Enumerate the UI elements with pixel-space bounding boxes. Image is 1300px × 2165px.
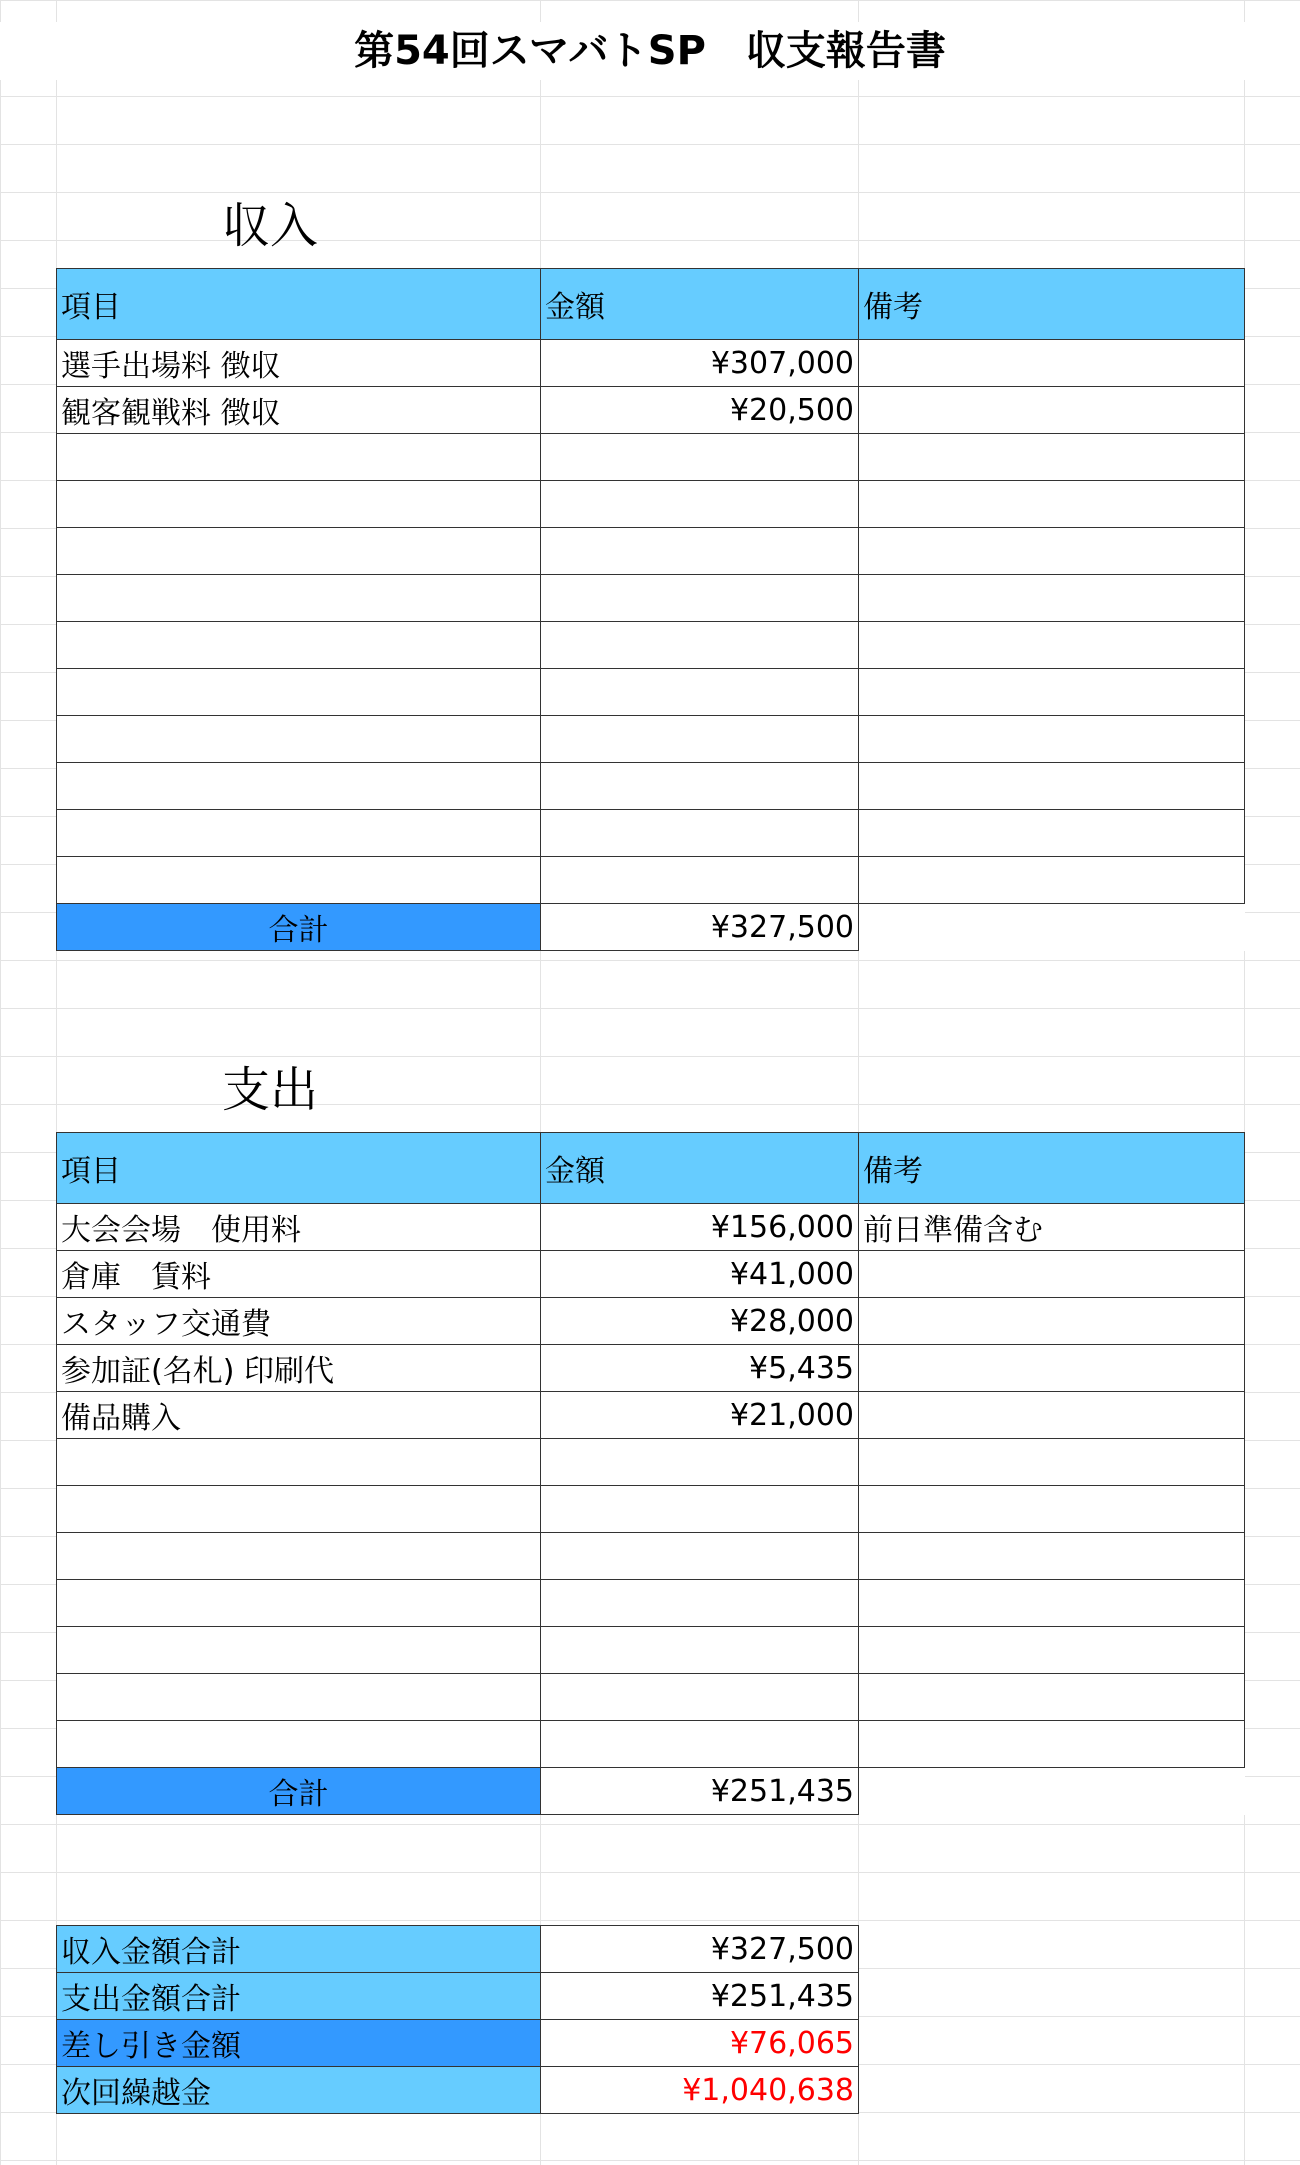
table-row	[57, 1486, 1245, 1533]
summary-row	[57, 2020, 859, 2067]
note-cell[interactable]	[859, 1580, 1245, 1627]
note-cell[interactable]	[859, 575, 1245, 622]
total-label: 合計	[57, 1768, 541, 1815]
table-row	[57, 1251, 1245, 1298]
note-cell[interactable]	[859, 622, 1245, 669]
note-cell[interactable]: 前日準備含む	[859, 1204, 1245, 1251]
note-cell[interactable]	[859, 387, 1245, 434]
amount-cell[interactable]: ¥41,000	[541, 1251, 859, 1298]
amount-cell[interactable]: ¥5,435	[541, 1345, 859, 1392]
note-cell[interactable]	[859, 669, 1245, 716]
column-header: 金額	[541, 269, 859, 340]
item-cell[interactable]: 観客観戦料 徴収	[57, 387, 541, 434]
table-row	[57, 387, 1245, 434]
item-cell[interactable]	[57, 716, 541, 763]
note-cell[interactable]	[859, 1486, 1245, 1533]
summary-value[interactable]: ¥1,040,638	[541, 2067, 859, 2114]
income-header-row	[57, 269, 1245, 340]
table-row	[57, 528, 1245, 575]
item-cell[interactable]: 参加証(名札) 印刷代	[57, 1345, 541, 1392]
table-row	[57, 1298, 1245, 1345]
item-cell[interactable]	[57, 857, 541, 904]
item-cell[interactable]	[57, 669, 541, 716]
note-cell[interactable]	[859, 1627, 1245, 1674]
summary-label: 次回繰越金	[57, 2067, 541, 2114]
income-table	[56, 268, 1245, 951]
note-cell[interactable]	[859, 810, 1245, 857]
note-cell[interactable]	[859, 1721, 1245, 1768]
table-row	[57, 1439, 1245, 1486]
amount-cell[interactable]	[541, 810, 859, 857]
amount-cell[interactable]	[541, 1439, 859, 1486]
summary-row	[57, 2067, 859, 2114]
column-header: 備考	[859, 1133, 1245, 1204]
item-cell[interactable]	[57, 622, 541, 669]
column-header: 金額	[541, 1133, 859, 1204]
note-cell[interactable]	[859, 1439, 1245, 1486]
item-cell[interactable]: 選手出場料 徴収	[57, 340, 541, 387]
table-row	[57, 1627, 1245, 1674]
amount-cell[interactable]	[541, 1674, 859, 1721]
empty-cell	[859, 904, 1245, 951]
table-row	[57, 810, 1245, 857]
amount-cell[interactable]: ¥307,000	[541, 340, 859, 387]
note-cell[interactable]	[859, 1251, 1245, 1298]
total-label: 合計	[57, 904, 541, 951]
amount-cell[interactable]	[541, 528, 859, 575]
amount-cell[interactable]: ¥28,000	[541, 1298, 859, 1345]
summary-row	[57, 1973, 859, 2020]
table-row	[57, 1580, 1245, 1627]
item-cell[interactable]	[57, 1627, 541, 1674]
total-value[interactable]: ¥327,500	[541, 904, 859, 951]
item-cell[interactable]	[57, 1439, 541, 1486]
table-row	[57, 481, 1245, 528]
table-row	[57, 716, 1245, 763]
note-cell[interactable]	[859, 481, 1245, 528]
income-total-row	[57, 904, 1245, 951]
table-row	[57, 1345, 1245, 1392]
summary-row	[57, 1926, 859, 1973]
amount-cell[interactable]	[541, 1486, 859, 1533]
amount-cell[interactable]	[541, 1627, 859, 1674]
expense-header-row	[57, 1133, 1245, 1204]
table-row	[57, 763, 1245, 810]
item-cell[interactable]	[57, 434, 541, 481]
report-title: 第54回スマバトSP 収支報告書	[0, 22, 1300, 80]
item-cell[interactable]	[57, 1486, 541, 1533]
summary-label: 支出金額合計	[57, 1973, 541, 2020]
note-cell[interactable]	[859, 1298, 1245, 1345]
amount-cell[interactable]	[541, 622, 859, 669]
amount-cell[interactable]	[541, 481, 859, 528]
amount-cell[interactable]	[541, 1580, 859, 1627]
item-cell[interactable]	[57, 810, 541, 857]
amount-cell[interactable]	[541, 857, 859, 904]
amount-cell[interactable]: ¥21,000	[541, 1392, 859, 1439]
item-cell[interactable]	[57, 763, 541, 810]
note-cell[interactable]	[859, 857, 1245, 904]
amount-cell[interactable]: ¥20,500	[541, 387, 859, 434]
table-row	[57, 1674, 1245, 1721]
note-cell[interactable]	[859, 716, 1245, 763]
table-row	[57, 1533, 1245, 1580]
table-row	[57, 622, 1245, 669]
amount-cell[interactable]: ¥156,000	[541, 1204, 859, 1251]
note-cell[interactable]	[859, 1392, 1245, 1439]
item-cell[interactable]: スタッフ交通費	[57, 1298, 541, 1345]
note-cell[interactable]	[859, 340, 1245, 387]
summary-label: 差し引き金額	[57, 2020, 541, 2067]
expense-total-row	[57, 1768, 1245, 1815]
column-header: 備考	[859, 269, 1245, 340]
summary-label: 収入金額合計	[57, 1926, 541, 1973]
empty-cell	[859, 1768, 1245, 1815]
table-row	[57, 340, 1245, 387]
summary-value[interactable]: ¥251,435	[541, 1973, 859, 2020]
item-cell[interactable]	[57, 528, 541, 575]
amount-cell[interactable]	[541, 434, 859, 481]
amount-cell[interactable]	[541, 763, 859, 810]
table-row	[57, 575, 1245, 622]
item-cell[interactable]	[57, 481, 541, 528]
summary-value[interactable]: ¥76,065	[541, 2020, 859, 2067]
expense-heading: 支出	[222, 1062, 319, 1118]
column-header: 項目	[57, 269, 541, 340]
table-row	[57, 434, 1245, 481]
note-cell[interactable]	[859, 763, 1245, 810]
note-cell[interactable]	[859, 1345, 1245, 1392]
summary-table	[56, 1925, 859, 2114]
table-row	[57, 857, 1245, 904]
item-cell[interactable]	[57, 575, 541, 622]
item-cell[interactable]: 倉庫 賃料	[57, 1251, 541, 1298]
amount-cell[interactable]	[541, 575, 859, 622]
item-cell[interactable]	[57, 1674, 541, 1721]
column-header: 項目	[57, 1133, 541, 1204]
amount-cell[interactable]	[541, 1721, 859, 1768]
table-row	[57, 1204, 1245, 1251]
note-cell[interactable]	[859, 528, 1245, 575]
table-row	[57, 669, 1245, 716]
item-cell[interactable]: 大会会場 使用料	[57, 1204, 541, 1251]
amount-cell[interactable]	[541, 716, 859, 763]
item-cell[interactable]	[57, 1580, 541, 1627]
table-row	[57, 1721, 1245, 1768]
amount-cell[interactable]	[541, 669, 859, 716]
item-cell[interactable]	[57, 1533, 541, 1580]
expense-table	[56, 1132, 1245, 1815]
amount-cell[interactable]	[541, 1533, 859, 1580]
income-heading: 収入	[222, 198, 319, 254]
item-cell[interactable]: 備品購入	[57, 1392, 541, 1439]
summary-value[interactable]: ¥327,500	[541, 1926, 859, 1973]
note-cell[interactable]	[859, 434, 1245, 481]
item-cell[interactable]	[57, 1721, 541, 1768]
note-cell[interactable]	[859, 1533, 1245, 1580]
table-row	[57, 1392, 1245, 1439]
note-cell[interactable]	[859, 1674, 1245, 1721]
total-value[interactable]: ¥251,435	[541, 1768, 859, 1815]
